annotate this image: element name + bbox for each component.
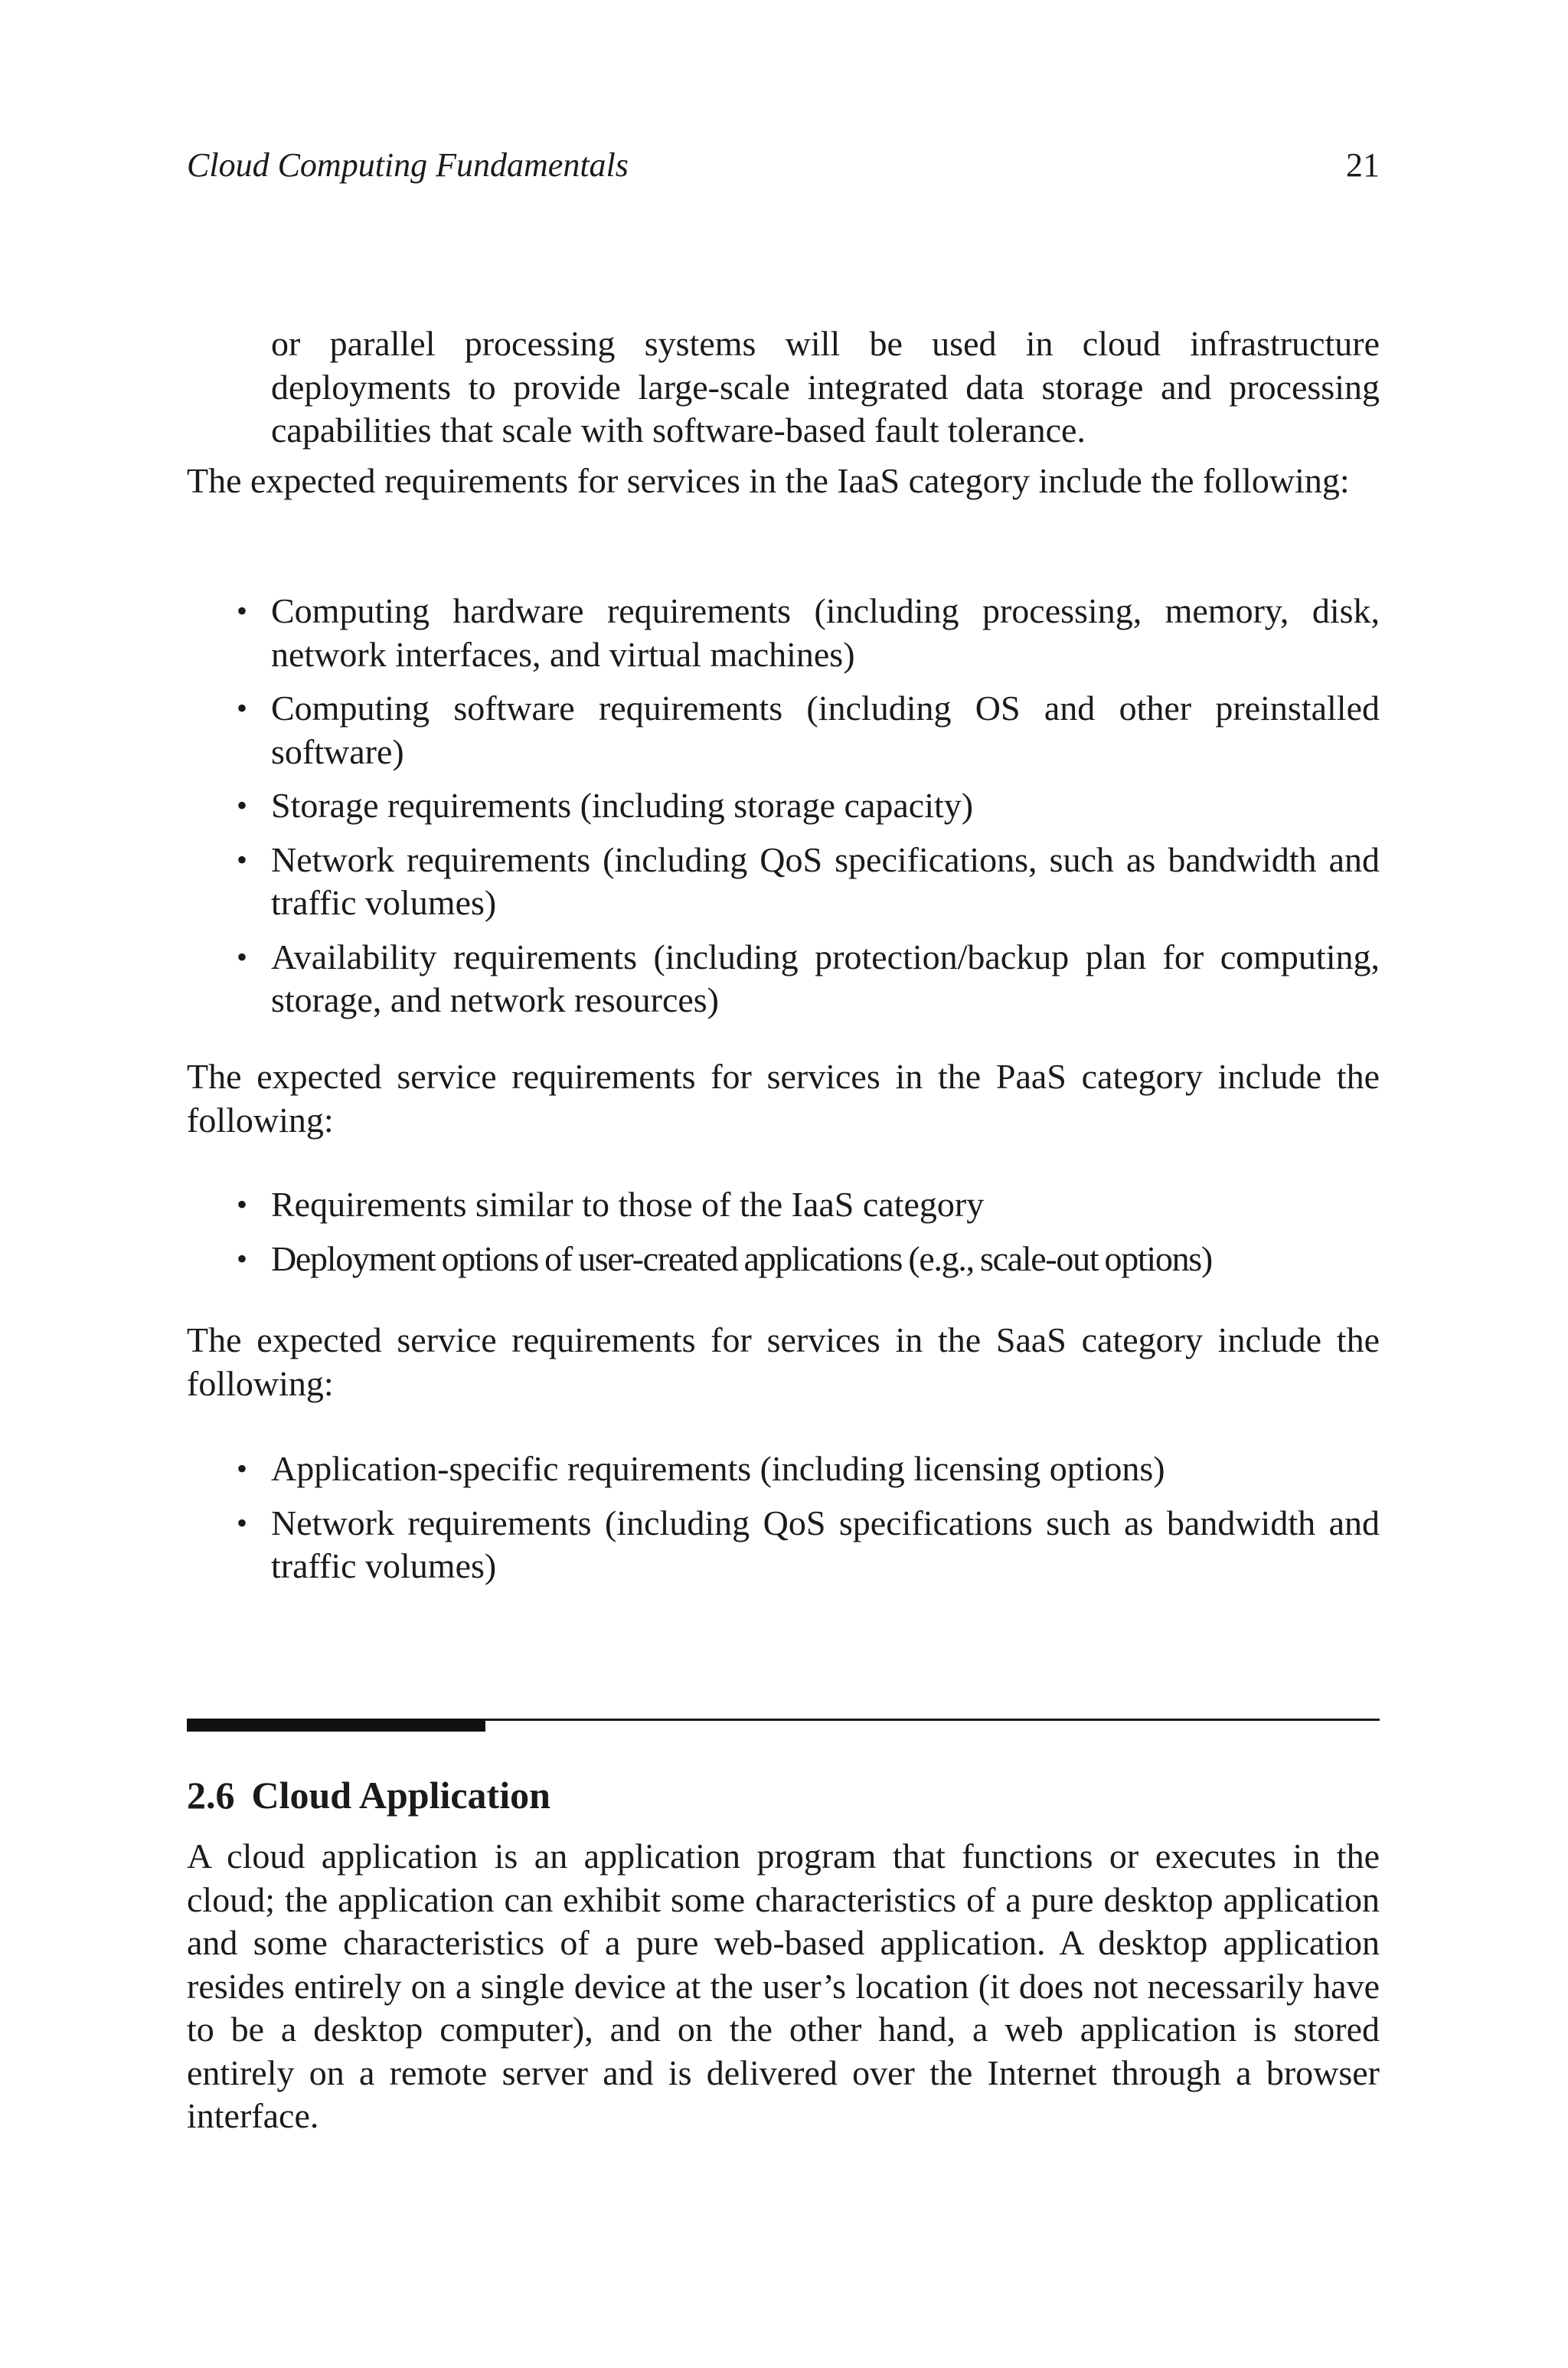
paas-requirements-list <box>187 1183 1380 1291</box>
section-number: 2.6 <box>187 1774 235 1817</box>
list-item-text: Network requirements (including QoS specifications, such as bandwidth and traffic volumes) <box>271 839 1380 922</box>
saas-intro-paragraph: The expected service requirements for services in the SaaS category include the following: <box>187 1320 1380 1403</box>
bullet-icon: • <box>237 1187 248 1222</box>
bullet-icon: • <box>237 1451 248 1486</box>
saas-requirements-list <box>187 1447 1380 1599</box>
iaas-requirements-list <box>187 590 1380 1033</box>
bullet-icon: • <box>237 939 248 974</box>
list-item <box>187 1447 1380 1491</box>
list-item-text: Storage requirements (including storage capacity) <box>271 786 974 825</box>
section-divider <box>187 1719 1380 1734</box>
section-title: Cloud Application <box>251 1774 550 1817</box>
running-head <box>187 142 1380 188</box>
list-item-text: Requirements similar to those of the IaaS category <box>271 1185 985 1224</box>
list-item <box>187 1238 1380 1281</box>
bullet-icon: • <box>237 1241 247 1276</box>
list-item <box>187 687 1380 774</box>
bullet-icon: • <box>237 788 248 823</box>
list-item-text: Availability requirements (including protection/backup plan for computing, storage, and network resources) <box>271 937 1380 1019</box>
iaas-intro-paragraph: The expected requirements for services in the IaaS category include the following: <box>187 461 1350 500</box>
list-item-text: Application-specific requirements (including licensing options) <box>271 1449 1165 1488</box>
list-item <box>187 1183 1380 1227</box>
list-item <box>187 1502 1380 1588</box>
page-number: 21 <box>1346 146 1380 184</box>
list-item <box>187 590 1380 676</box>
bullet-icon: • <box>237 842 248 877</box>
section-heading <box>187 1772 550 1818</box>
list-item <box>187 784 1380 828</box>
list-item-text: Computing software requirements (including OS and other preinstalled software) <box>271 688 1380 771</box>
list-item <box>187 936 1380 1022</box>
paas-intro-paragraph: The expected service requirements for services in the PaaS category include the following: <box>187 1057 1380 1140</box>
running-title: Cloud Computing Fundamentals <box>187 146 629 184</box>
section-body-paragraph: A cloud application is an application program that functions or executes in the cloud; the application can exhibit some characteristics of a pure desktop application and some characteristics of a pure web-based application. A desktop application resides entirely on a single device at the user’s location (it does not necessarily have to be a desktop computer), and on the other hand, a web application is stored entirely on a remote server and is delivered over the Internet through a browser interface. <box>187 1837 1380 2135</box>
continued-paragraph: or parallel processing systems will be used in cloud infrastructure deployments to provide large-scale integrated data storage and processing capabilities that scale with software-based fault tolerance. <box>271 324 1380 450</box>
bullet-icon: • <box>237 1505 248 1540</box>
bullet-icon: • <box>237 691 248 725</box>
list-item-text: Network requirements (including QoS specifications such as bandwidth and traffic volumes) <box>271 1503 1380 1585</box>
bullet-icon: • <box>237 594 248 628</box>
list-item <box>187 839 1380 925</box>
list-item-text: Deployment options of user-created applications (e.g., scale-out options) <box>271 1238 1212 1278</box>
section-divider-thick-rule <box>187 1719 485 1732</box>
list-item-text: Computing hardware requirements (including processing, memory, disk, network interfaces, and virtual machines) <box>271 591 1380 674</box>
